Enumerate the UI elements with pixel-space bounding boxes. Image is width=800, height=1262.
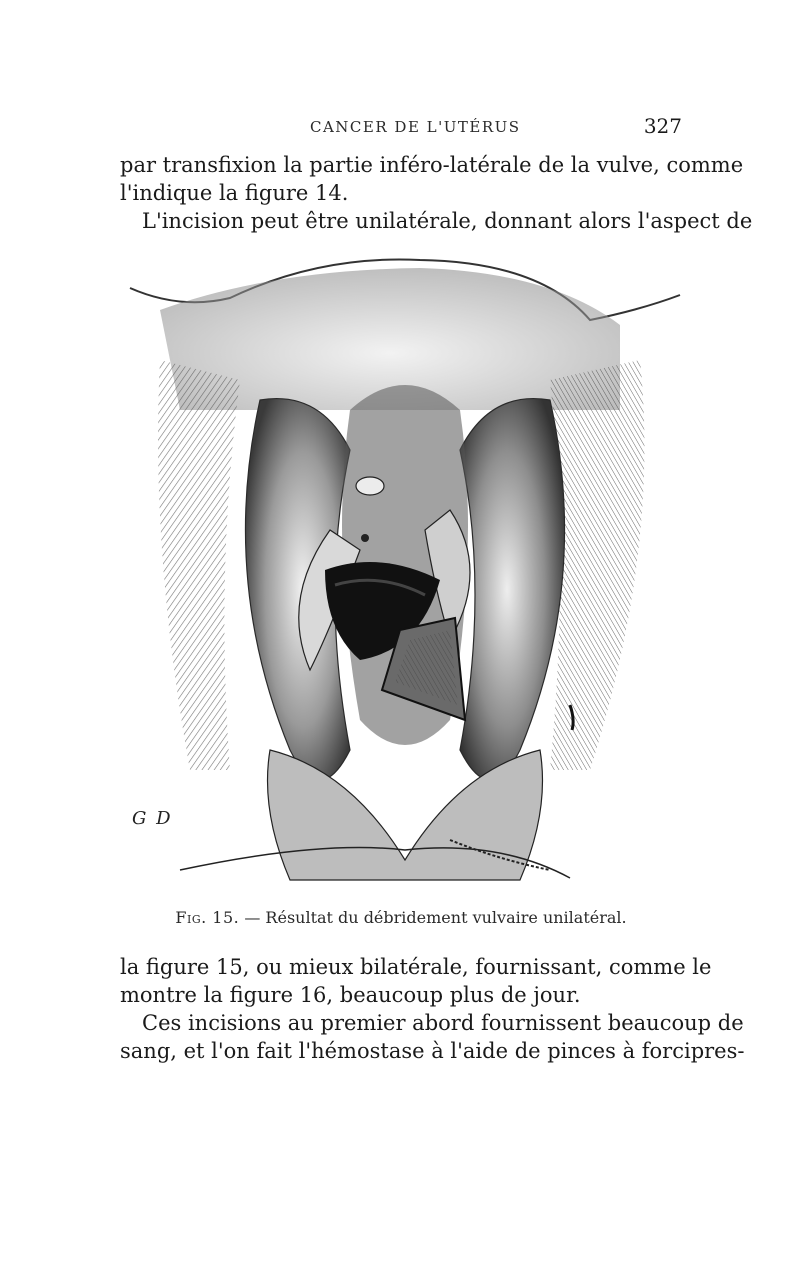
running-title: CANCER DE L'UTÉRUS (310, 118, 521, 136)
figure-label: Fig. 15. (175, 908, 240, 927)
figure-caption-text: — Résultat du débridement vulvaire unilatéral. (239, 908, 627, 927)
running-head (120, 116, 682, 138)
text-line: par transfixion la partie inféro-latérale de la vulve, comme (120, 153, 744, 177)
text-line: montre la figure 16, beaucoup plus de jour. (120, 983, 581, 1007)
text-line: L'incision peut être unilatérale, donnant alors l'aspect de (142, 209, 753, 233)
text-line: l'indique la figure 14. (120, 181, 349, 205)
paragraph-1 (120, 151, 744, 207)
text-line: sang, et l'on fait l'hémostase à l'aide de pinces à forcipres- (120, 1039, 745, 1063)
text-line: la figure 15, ou mieux bilatérale, fournissant, comme le (120, 955, 712, 979)
text-line: Ces incisions au premier abord fournissent beaucoup de (142, 1011, 744, 1035)
page-number: 327 (643, 114, 682, 138)
paragraph-2 (120, 207, 753, 235)
artist-signature: G D (132, 808, 173, 829)
figure-caption (120, 908, 682, 927)
paragraph-4 (120, 1009, 745, 1065)
anatomical-illustration (120, 250, 682, 900)
paragraph-3 (120, 953, 712, 1009)
